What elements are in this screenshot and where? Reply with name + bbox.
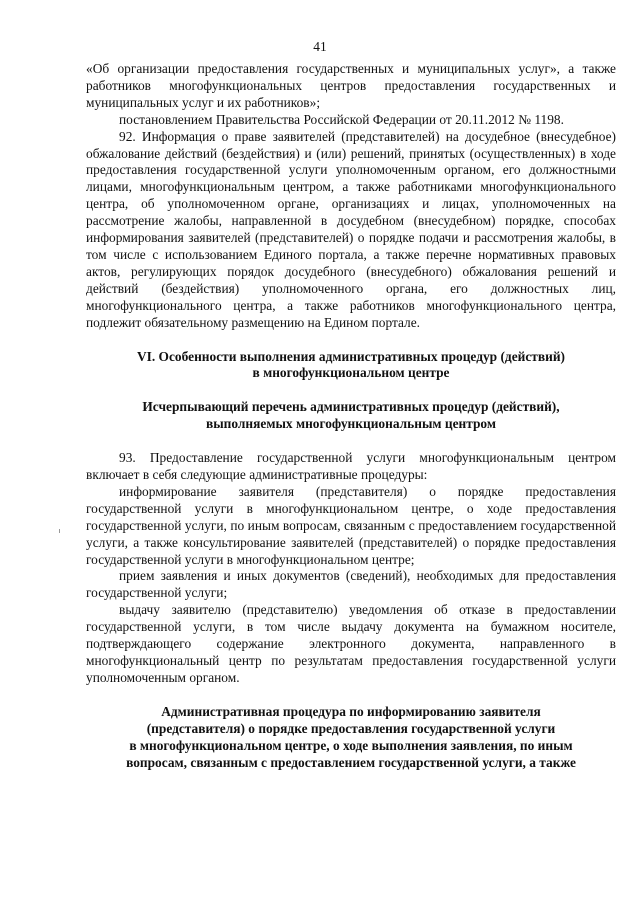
procedure-heading-line: вопросам, связанным с предоставлением государственной услуги, а также bbox=[126, 754, 576, 770]
procedure-heading-line: Административная процедура по информированию заявителя bbox=[161, 703, 541, 719]
paragraph-issuance: выдачу заявителю (представителю) уведомления об отказе в предоставлении государственной услуги, в том числе выдачу документа на бумажном носителе, подтверждающего содержание электронного документа, направленного в многофункциональный центр по результатам предоставления государственной услуги уполномоченным органом. bbox=[86, 602, 616, 685]
paragraph-law-reference: «Об организации предоставления государственных и муниципальных услуг», а также работников многофункциональных центров предоставления государственных и муниципальных услуг и их работников»; bbox=[86, 61, 616, 110]
procedure-heading-line: (представителя) о порядке предоставления государственной услуги bbox=[146, 720, 556, 736]
paragraph-93: 93. Предоставление государственной услуги многофункциональным центром включает в себя следующие административные процедуры: bbox=[86, 450, 616, 483]
section-heading bbox=[86, 349, 616, 383]
document-body bbox=[86, 61, 616, 771]
subsection-heading-line: Исчерпывающий перечень административных процедур (действий), bbox=[142, 399, 560, 415]
paragraph-decree-reference: постановлением Правительства Российской Федерации от 20.11.2012 № 1198. bbox=[119, 111, 564, 127]
paragraph-92: 92. Информация о праве заявителей (представителей) на досудебное (внесудебное) обжалование действий (бездействия) и (или) решений, принятых (осуществленных) в ходе предоставления государственной услуги уполномоченным органом, его должностными лицами, многофункциональным центром, а также работниками многофункционального центра, об уполномоченном органе, организациях и лицах, уполномоченных на рассмотрение жалобы, направленной в досудебном (внесудебном) порядке, способах информирования заявителей (представителей) о порядке подачи и рассмотрения жалобы, в том числе с использованием Единого портала, а также перечне нормативных правовых актов, регулирующих порядок досудебного (внесудебного) обжалования решений и действий (бездействия) уполномоченного органа, его должностных лиц, многофункционального центра, а также работников многофункционального центра, подлежит обязательному размещению на Едином портале. bbox=[86, 128, 616, 330]
paragraph-reception: прием заявления и иных документов (сведений), необходимых для предоставления государственной услуги; bbox=[86, 568, 616, 601]
procedure-heading bbox=[86, 704, 616, 772]
section-heading-line: VI. Особенности выполнения административных процедур (действий) bbox=[136, 348, 565, 364]
page-number: 41 bbox=[313, 39, 327, 54]
subsection-heading-line: выполняемых многофункциональным центром bbox=[206, 416, 496, 432]
paragraph-informing: информирование заявителя (представителя) о порядке предоставления государственной услуги в многофункциональном центре, о ходе предоставления государственной услуги, по иным вопросам, связанным с предоставлением государственной услуги, а также консультирование заявителей (представителей) о порядке предоставления государственной услуги в многофункциональном центре; bbox=[86, 483, 616, 567]
margin-mark bbox=[59, 529, 60, 533]
section-heading-line: в многофункциональном центре bbox=[252, 365, 450, 381]
subsection-heading bbox=[86, 399, 616, 433]
procedure-heading-line: в многофункциональном центре, о ходе выполнения заявления, по иным bbox=[129, 737, 573, 753]
